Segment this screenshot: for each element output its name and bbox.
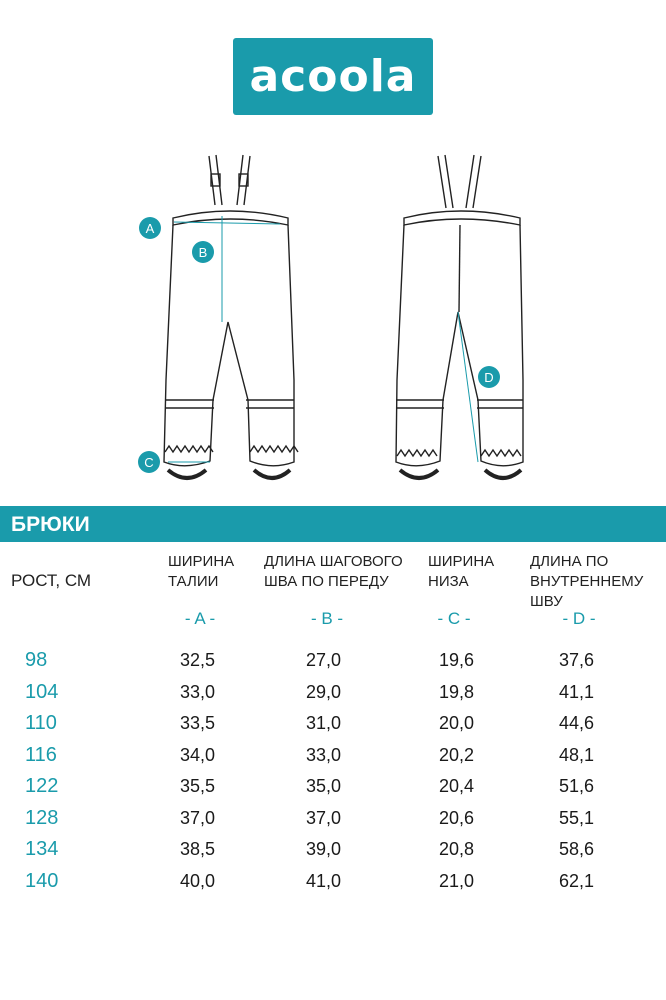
table-row [0,837,666,869]
hem-width-cell: 20,0 [439,713,475,733]
waist-cell: 40,0 [180,870,216,891]
waist-cell: 33,5 [180,713,216,733]
marker-c [138,451,160,473]
size-cell: 116 [25,743,57,766]
inseam-cell: 37,6 [559,650,595,670]
size-cell: 134 [25,838,59,860]
waist-cell: 32,5 [180,650,216,670]
front-rise-cell: 27,0 [306,650,342,670]
inseam-cell: 58,6 [559,839,595,859]
column-header-d-line1: ДЛИНА ПО [530,553,609,570]
front-rise-cell: 29,0 [306,681,342,702]
hem-width-cell: 20,6 [439,807,475,828]
front-rise-cell: 39,0 [306,839,342,859]
size-cell: 140 [25,869,59,892]
pants-technical-drawing [0,140,666,500]
svg-text:D: D [484,370,494,385]
marker-b [192,241,214,263]
column-letter-b: - B - [310,609,344,628]
column-letter-c: - C - [437,609,471,628]
table-row [0,648,666,680]
column-header-b [264,552,403,592]
brand-logo [233,38,433,115]
column-header-c-line1: ШИРИНА [428,553,495,570]
brand-logo-text: acoola [249,50,417,102]
section-title: БРЮКИ [11,513,90,536]
inseam-cell: 62,1 [559,870,595,891]
size-cell: 110 [25,712,57,734]
svg-text:C: C [144,455,154,470]
svg-text:B: B [198,245,208,260]
size-cell: 122 [25,775,59,797]
measurement-lines [168,216,478,462]
marker-d [478,366,500,388]
column-header-b-line2: ШВА ПО ПЕРЕДУ [264,573,389,590]
table-row [0,680,666,712]
front-view [164,155,298,478]
column-header-b-line1: ДЛИНА ШАГОВОГО [264,553,403,570]
front-rise-cell: 37,0 [306,807,342,828]
table-row [0,774,666,806]
front-rise-cell: 35,0 [306,776,342,796]
inseam-cell: 55,1 [559,807,595,828]
inseam-cell: 48,1 [559,744,595,765]
height-header: РОСТ, СМ [11,571,92,590]
size-cell: 104 [25,680,59,703]
back-view [396,155,523,478]
column-header-c-line2: НИЗА [428,573,469,590]
column-header-a-line2: ТАЛИИ [168,573,219,590]
size-table [0,648,666,900]
column-header-a [168,552,234,592]
hem-width-cell: 21,0 [439,870,475,891]
inseam-cell: 44,6 [559,713,595,733]
front-rise-cell: 31,0 [306,713,342,733]
column-header-c [428,552,494,592]
inseam-cell: 51,6 [559,776,595,796]
table-row [0,806,666,838]
column-header-d-line2: ВНУТРЕННЕМУ ШВУ [530,573,644,610]
table-row [0,869,666,901]
size-cell: 128 [25,806,59,829]
column-header-a-line1: ШИРИНА [168,553,235,570]
waist-cell: 33,0 [180,681,216,702]
hem-width-cell: 20,4 [439,776,475,796]
column-letter-d: - D - [562,609,596,628]
waist-cell: 37,0 [180,807,216,828]
column-header-d [530,552,666,612]
svg-text:A: A [145,221,155,236]
hem-width-cell: 19,8 [439,681,475,702]
hem-width-cell: 20,8 [439,839,475,859]
marker-a [139,217,161,239]
hem-width-cell: 20,2 [439,744,475,765]
section-band [0,506,666,542]
table-row [0,711,666,743]
column-letter-a: - A - [184,609,216,628]
size-cell: 98 [25,649,48,671]
waist-cell: 38,5 [180,839,216,859]
front-rise-cell: 41,0 [306,870,342,891]
hem-width-cell: 19,6 [439,650,475,670]
waist-cell: 35,5 [180,776,216,796]
inseam-cell: 41,1 [559,681,595,702]
table-row [0,743,666,775]
waist-cell: 34,0 [180,744,216,765]
front-rise-cell: 33,0 [306,744,342,765]
